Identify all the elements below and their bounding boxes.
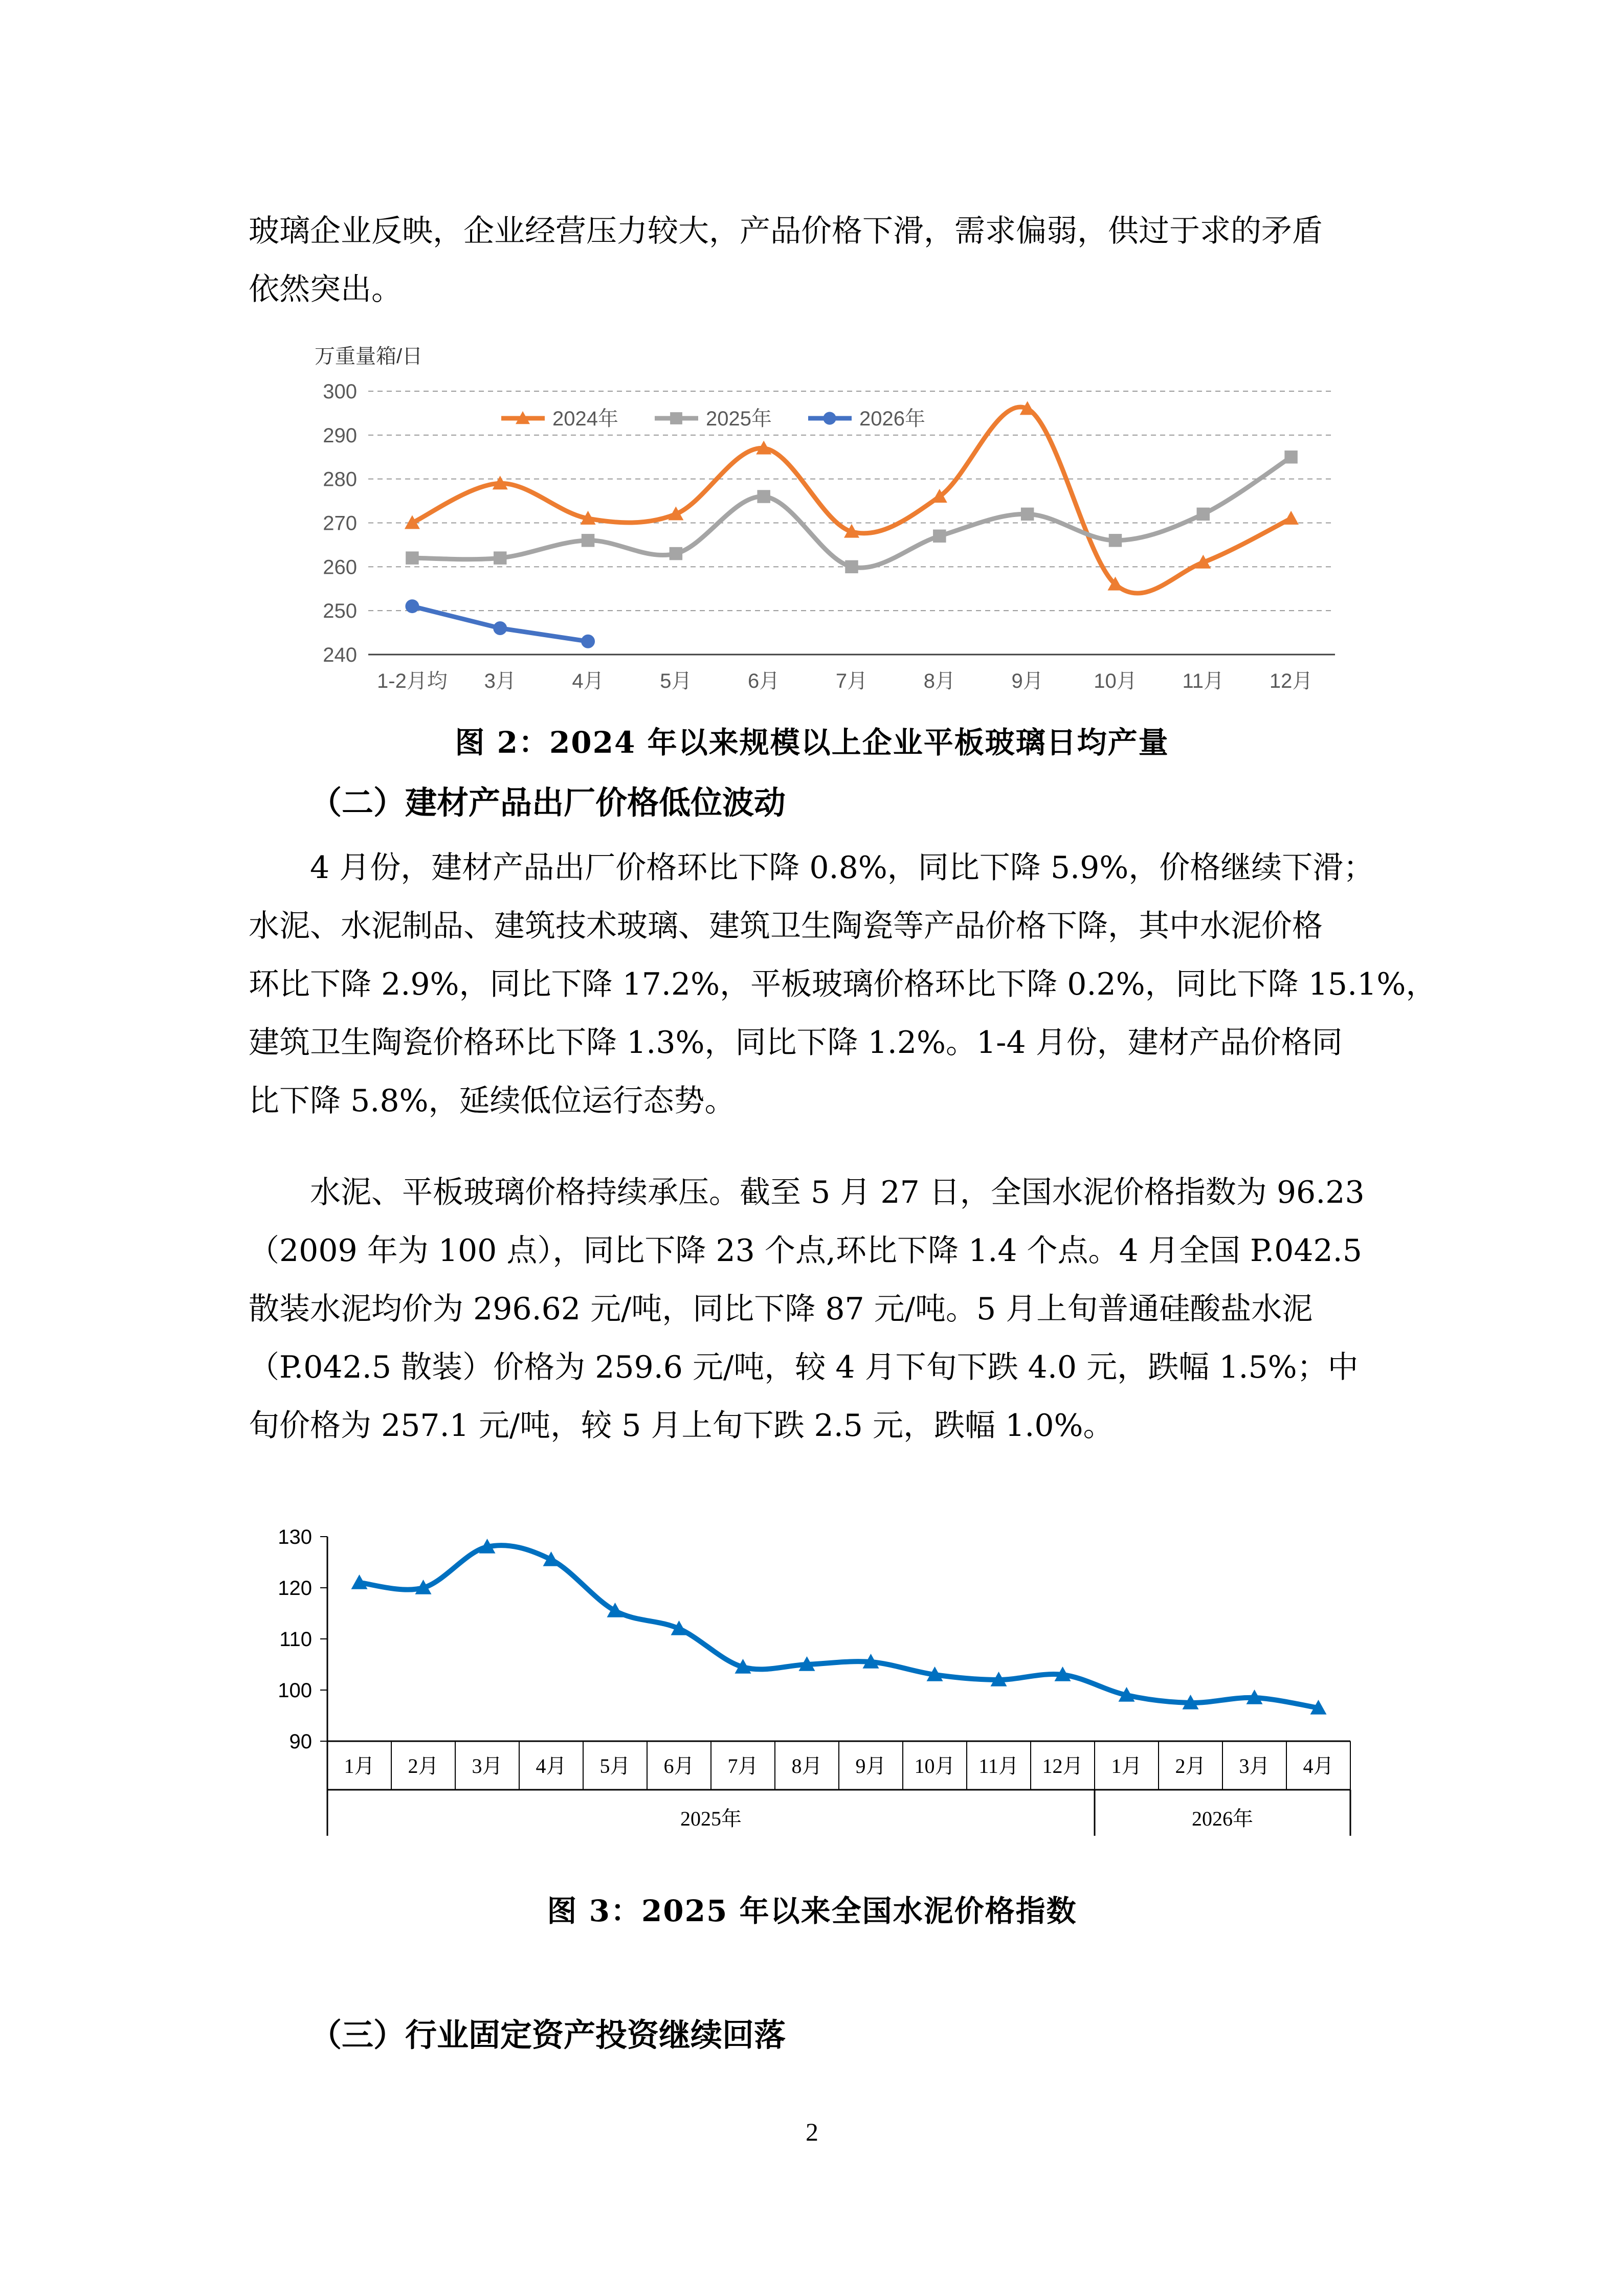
x-tick-label: 8月 — [923, 670, 955, 692]
data-point — [581, 635, 595, 648]
section3-heading: （三）行业固定资产投资继续回落 — [310, 2016, 786, 2054]
y-tick-label: 280 — [323, 468, 357, 491]
x-tick-label: 4月 — [572, 670, 604, 692]
y-axis-label: 万重量箱/日 — [315, 345, 423, 368]
y-tick-label: 120 — [278, 1577, 312, 1600]
page-number: 2 — [806, 2118, 818, 2146]
x-tick-label: 3月 — [472, 1754, 503, 1777]
para-line: 建筑卫生陶瓷价格环比下降 1.3%，同比下降 1.2%。1-4 月份，建材产品价格同 — [249, 1025, 1343, 1061]
year-group-labels — [680, 1790, 1350, 1836]
y-tick-label: 250 — [323, 600, 357, 623]
data-point — [757, 490, 770, 503]
y-tick-label: 110 — [279, 1628, 312, 1651]
x-tick-label: 6月 — [663, 1754, 695, 1777]
series-lines — [405, 401, 1299, 648]
data-point — [1109, 534, 1122, 547]
data-point — [845, 560, 858, 574]
x-tick-label: 3月 — [1239, 1754, 1270, 1777]
legend-label: 2025年 — [706, 408, 772, 430]
data-point — [1021, 508, 1034, 521]
section2-paragraph-2 — [249, 1163, 1385, 1455]
x-tick-label: 8月 — [791, 1754, 822, 1777]
y-tick-label: 290 — [323, 424, 357, 447]
para-line: 水泥、平板玻璃价格持续承压。截至 5 月 27 日，全国水泥价格指数为 96.23 — [310, 1175, 1365, 1210]
x-tick-label: 11月 — [978, 1754, 1019, 1777]
legend-marker — [670, 412, 682, 424]
legend-label: 2024年 — [552, 408, 618, 430]
para-line: （P.042.5 散装）价格为 259.6 元/吨，较 4 月下旬下跌 4.0 元，跌幅 1.5%；中 — [249, 1349, 1359, 1385]
data-point — [670, 547, 683, 560]
section2-heading: （二）建材产品出厂价格低位波动 — [310, 784, 786, 821]
y-tick-label: 240 — [323, 644, 357, 666]
data-point — [933, 530, 946, 543]
price-index-line — [360, 1545, 1319, 1708]
y-tick-label: 130 — [278, 1526, 312, 1548]
x-tick-label: 1月 — [1111, 1754, 1142, 1777]
para-line: （2009 年为 100 点），同比下降 23 个点,环比下降 1.4 个点。4 月全国 P.042.5 — [249, 1233, 1362, 1269]
figure3-caption: 图 3：2025 年以来全国水泥价格指数 — [547, 1894, 1077, 1928]
intro-line: 依然突出。 — [249, 272, 402, 307]
data-point — [405, 599, 419, 613]
intro-paragraph — [249, 202, 1385, 319]
data-point — [1284, 451, 1298, 464]
x-tick-labels — [377, 670, 1312, 692]
gridlines — [368, 391, 1335, 655]
section2-paragraph-1 — [249, 839, 1437, 1130]
y-tick-label: 300 — [323, 380, 357, 403]
x-tick-label: 4月 — [536, 1754, 567, 1777]
x-tick-label: 4月 — [1303, 1754, 1334, 1777]
y-tick-label: 100 — [278, 1679, 312, 1702]
y-tick-labels — [323, 380, 357, 666]
x-tick-label: 2月 — [1175, 1754, 1206, 1777]
x-tick-label: 10月 — [1094, 670, 1137, 692]
x-tick-label: 9月 — [1011, 670, 1043, 692]
x-tick-label: 6月 — [748, 670, 780, 692]
data-point — [1197, 508, 1210, 521]
legend-marker — [823, 412, 836, 424]
x-tick-label: 3月 — [484, 670, 516, 692]
data-point — [1283, 511, 1299, 525]
x-tick-label: 7月 — [727, 1754, 759, 1777]
para-line: 4 月份，建材产品出厂价格环比下降 0.8%，同比下降 5.9%，价格继续下滑； — [310, 850, 1374, 886]
figure2-caption: 图 2：2024 年以来规模以上企业平板玻璃日均产量 — [455, 725, 1169, 760]
x-tick-label: 10月 — [914, 1754, 955, 1777]
para-line: 旬价格为 257.1 元/吨，较 5 月上旬下跌 2.5 元，跌幅 1.0%。 — [249, 1408, 1114, 1444]
x-tick-label: 1月 — [344, 1754, 375, 1777]
series-line-2025年 — [412, 457, 1291, 568]
y-tick-label: 270 — [323, 512, 357, 535]
data-point — [582, 534, 595, 547]
x-tick-label: 7月 — [835, 670, 868, 692]
y-tick-label: 260 — [323, 556, 357, 579]
para-line: 环比下降 2.9%，同比下降 17.2%，平板玻璃价格环比下降 0.2%，同比下降 15.1%， — [249, 966, 1437, 1002]
x-tick-label: 5月 — [599, 1754, 631, 1777]
x-tick-label: 12月 — [1269, 670, 1313, 692]
cement-price-index-chart — [256, 1514, 1381, 1866]
x-tick-label: 12月 — [1042, 1754, 1083, 1777]
para-line: 散装水泥均价为 296.62 元/吨，同比下降 87 元/吨。5 月上旬普通硅酸盐水泥 — [249, 1291, 1313, 1327]
daily-output-line-chart — [286, 337, 1350, 706]
series-line — [351, 1539, 1327, 1715]
x-tick-label: 1-2月均 — [377, 670, 448, 692]
legend — [501, 408, 925, 430]
data-point — [494, 551, 507, 565]
data-point — [493, 621, 507, 635]
intro-line: 玻璃企业反映，企业经营压力较大，产品价格下滑，需求偏弱，供过于求的矛盾 — [249, 213, 1323, 249]
year-group-label: 2025年 — [680, 1807, 742, 1830]
data-point — [406, 551, 419, 565]
x-tick-label: 11月 — [1182, 670, 1225, 692]
para-line: 水泥、水泥制品、建筑技术玻璃、建筑卫生陶瓷等产品价格下降，其中水泥价格 — [249, 908, 1323, 944]
para-line: 比下降 5.8%，延续低位运行态势。 — [249, 1083, 736, 1119]
y-tick-labels — [278, 1526, 327, 1753]
x-tick-label: 5月 — [660, 670, 692, 692]
legend-label: 2026年 — [859, 408, 925, 430]
y-tick-label: 90 — [289, 1730, 312, 1753]
year-group-label: 2026年 — [1192, 1807, 1253, 1830]
x-tick-label: 2月 — [408, 1754, 439, 1777]
axes — [327, 1537, 1350, 1836]
x-tick-label: 9月 — [855, 1754, 886, 1777]
